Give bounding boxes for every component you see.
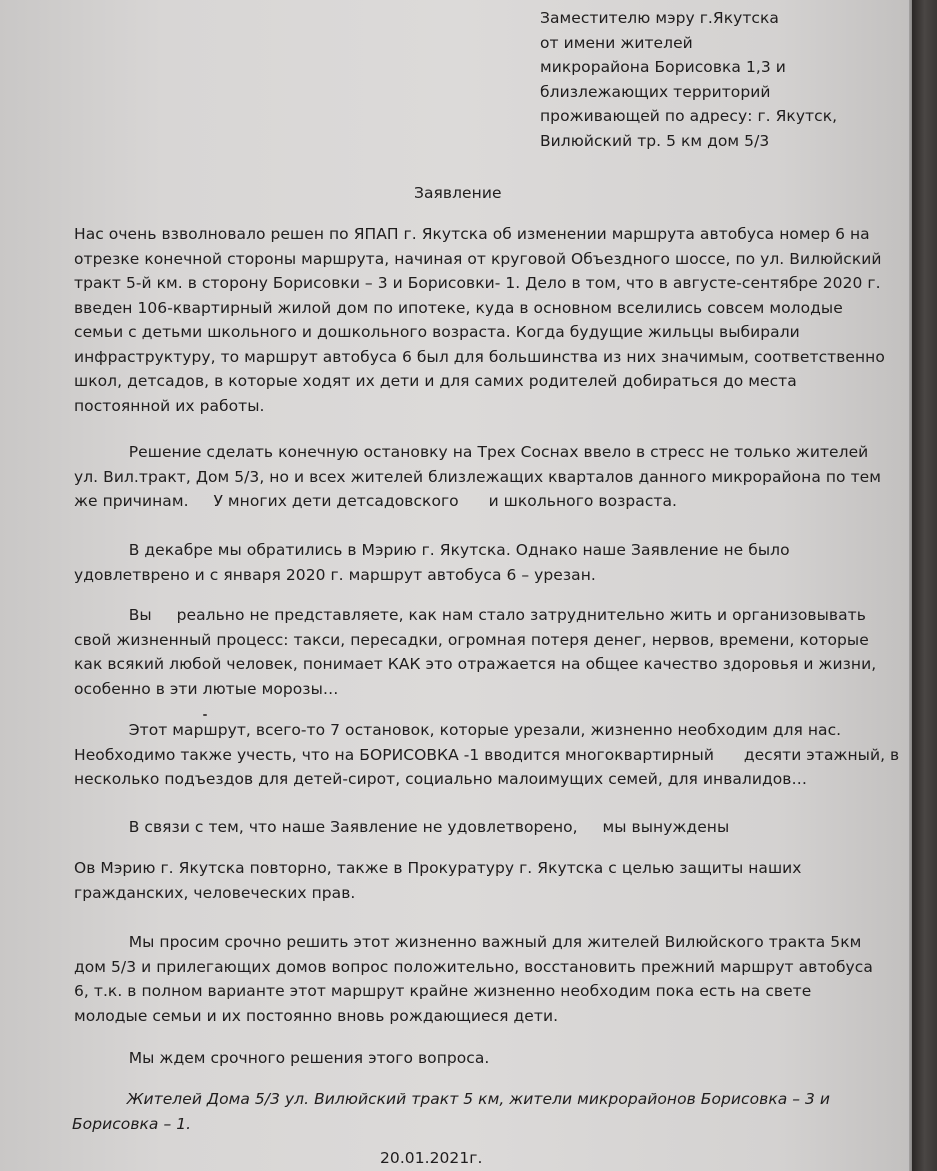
addressee-line: близлежающих территорий: [540, 82, 771, 101]
text-line: В связи с тем, что наше Заявление не удовлетворено, мы вынуждены: [74, 818, 730, 836]
text-line: как всякий любой человек, понимает КАК это отражается на общее качество здоровья и жизни,: [74, 655, 877, 673]
signature-paragraph: [72, 1087, 830, 1136]
text-line: Вы реально не представляете, как нам стало затруднительно жить и организовывать: [74, 606, 866, 624]
text-line: школ, детсадов, в которые ходят их дети и для самих родителей добираться до места: [74, 372, 797, 390]
addressee-line: от имени жителей: [540, 33, 693, 52]
text-line: молодые семьи и их постоянно вновь рождающиеся дети.: [74, 1006, 559, 1025]
text-line: Необходимо также учесть, что на БОРИСОВКА -1 вводится многоквартирный десяти этажный, в: [74, 745, 900, 764]
addressee-line: проживающей по адресу: г. Якутск,: [540, 107, 838, 125]
paragraph-3: [74, 538, 790, 587]
text-line: 6, т.к. в полном варианте этот маршрут крайне жизненно необходим пока есть на свете: [74, 982, 812, 1000]
text-line: семьи с детьми школьного и дошкольного возраста. Когда будущие жильцы выбирали: [74, 323, 800, 341]
paragraph-6: [74, 815, 729, 840]
addressee-line: Заместителю мэру г.Якутска: [540, 9, 779, 27]
text-line: Борисовка – 1.: [72, 1114, 192, 1133]
text-line: тракт 5-й км. в сторону Борисовки – 3 и Борисовки- 1. Дело в том, что в августе-сентябре 2020 г.: [74, 274, 881, 292]
text-line: особенно в эти лютые морозы…: [74, 679, 339, 698]
text-line: постоянной их работы.: [74, 396, 265, 415]
paragraph-7: [74, 856, 802, 905]
paragraph-8: [74, 930, 873, 1028]
text-line: несколько подъездов для детей-сирот, социально малоимущих семей, для инвалидов…: [74, 770, 808, 788]
background-edge: [912, 0, 937, 1171]
text-line: гражданских, человеческих прав.: [74, 883, 356, 902]
text-line: дом 5/3 и прилегающих домов вопрос положительно, восстановить прежний маршрут автобуса: [74, 957, 873, 976]
paragraph-2: [74, 440, 881, 514]
text-line: Мы ждем срочного решения этого вопроса.: [74, 1049, 490, 1067]
text-line: Мы просим срочно решить этот жизненно важный для жителей Вилюйского тракта 5км: [74, 933, 862, 951]
text-line: Этот маршрут, всего-то 7 остановок, которые урезали, жизненно необходим для нас.: [74, 721, 842, 739]
paragraph-1: [74, 222, 885, 418]
document-title: Заявление: [414, 184, 502, 202]
addressee-line: Вилюйский тр. 5 км дом 5/3: [540, 131, 770, 150]
addressee-line: микрорайона Борисовка 1,3 и: [540, 58, 786, 76]
paragraph-9: [74, 1046, 489, 1071]
addressee-block: [540, 6, 837, 153]
text-line: Жителей Дома 5/3 ул. Вилюйский тракт 5 км, жители микрорайонов Борисовка – 3 и: [72, 1090, 831, 1108]
text-line: отрезке конечной стороны маршрута, начиная от круговой Объездного шоссе, по ул. Вилюйский: [74, 249, 882, 268]
text-line: удовлетврено и с января 2020 г. маршрут автобуса 6 – урезан.: [74, 565, 596, 584]
text-line: инфраструктуру, то маршрут автобуса 6 был для большинства из них значимым, соответственно: [74, 347, 885, 366]
text-line: Решение сделать конечную остановку на Трех Соснах ввело в стресс не только жителей: [74, 443, 869, 461]
text-line: Ов Мэрию г. Якутска повторно, также в Прокуратуру г. Якутска с целью защиты наших: [74, 859, 802, 877]
text-line: свой жизненный процесс: такси, пересадки, огромная потеря денег, нервов, времени, которые: [74, 630, 869, 649]
paragraph-5: [74, 718, 899, 792]
text-line: введен 106-квартирный жилой дом по ипотеке, куда в основном вселились совсем молодые: [74, 298, 843, 317]
document-date: 20.01.2021г.: [380, 1149, 483, 1167]
ink-speck: [203, 714, 207, 716]
text-line: В декабре мы обратились в Мэрию г. Якутска. Однако наше Заявление не было: [74, 541, 790, 559]
paragraph-4: [74, 603, 876, 701]
text-line: ул. Вил.тракт, Дом 5/3, но и всех жителей близлежащих кварталов данного микрорайона по тем: [74, 467, 881, 486]
text-line: же причинам. У многих дети детсадовского и школьного возраста.: [74, 492, 678, 510]
text-line: Нас очень взволновало решен по ЯПАП г. Якутска об изменении маршрута автобуса номер 6 на: [74, 225, 870, 243]
